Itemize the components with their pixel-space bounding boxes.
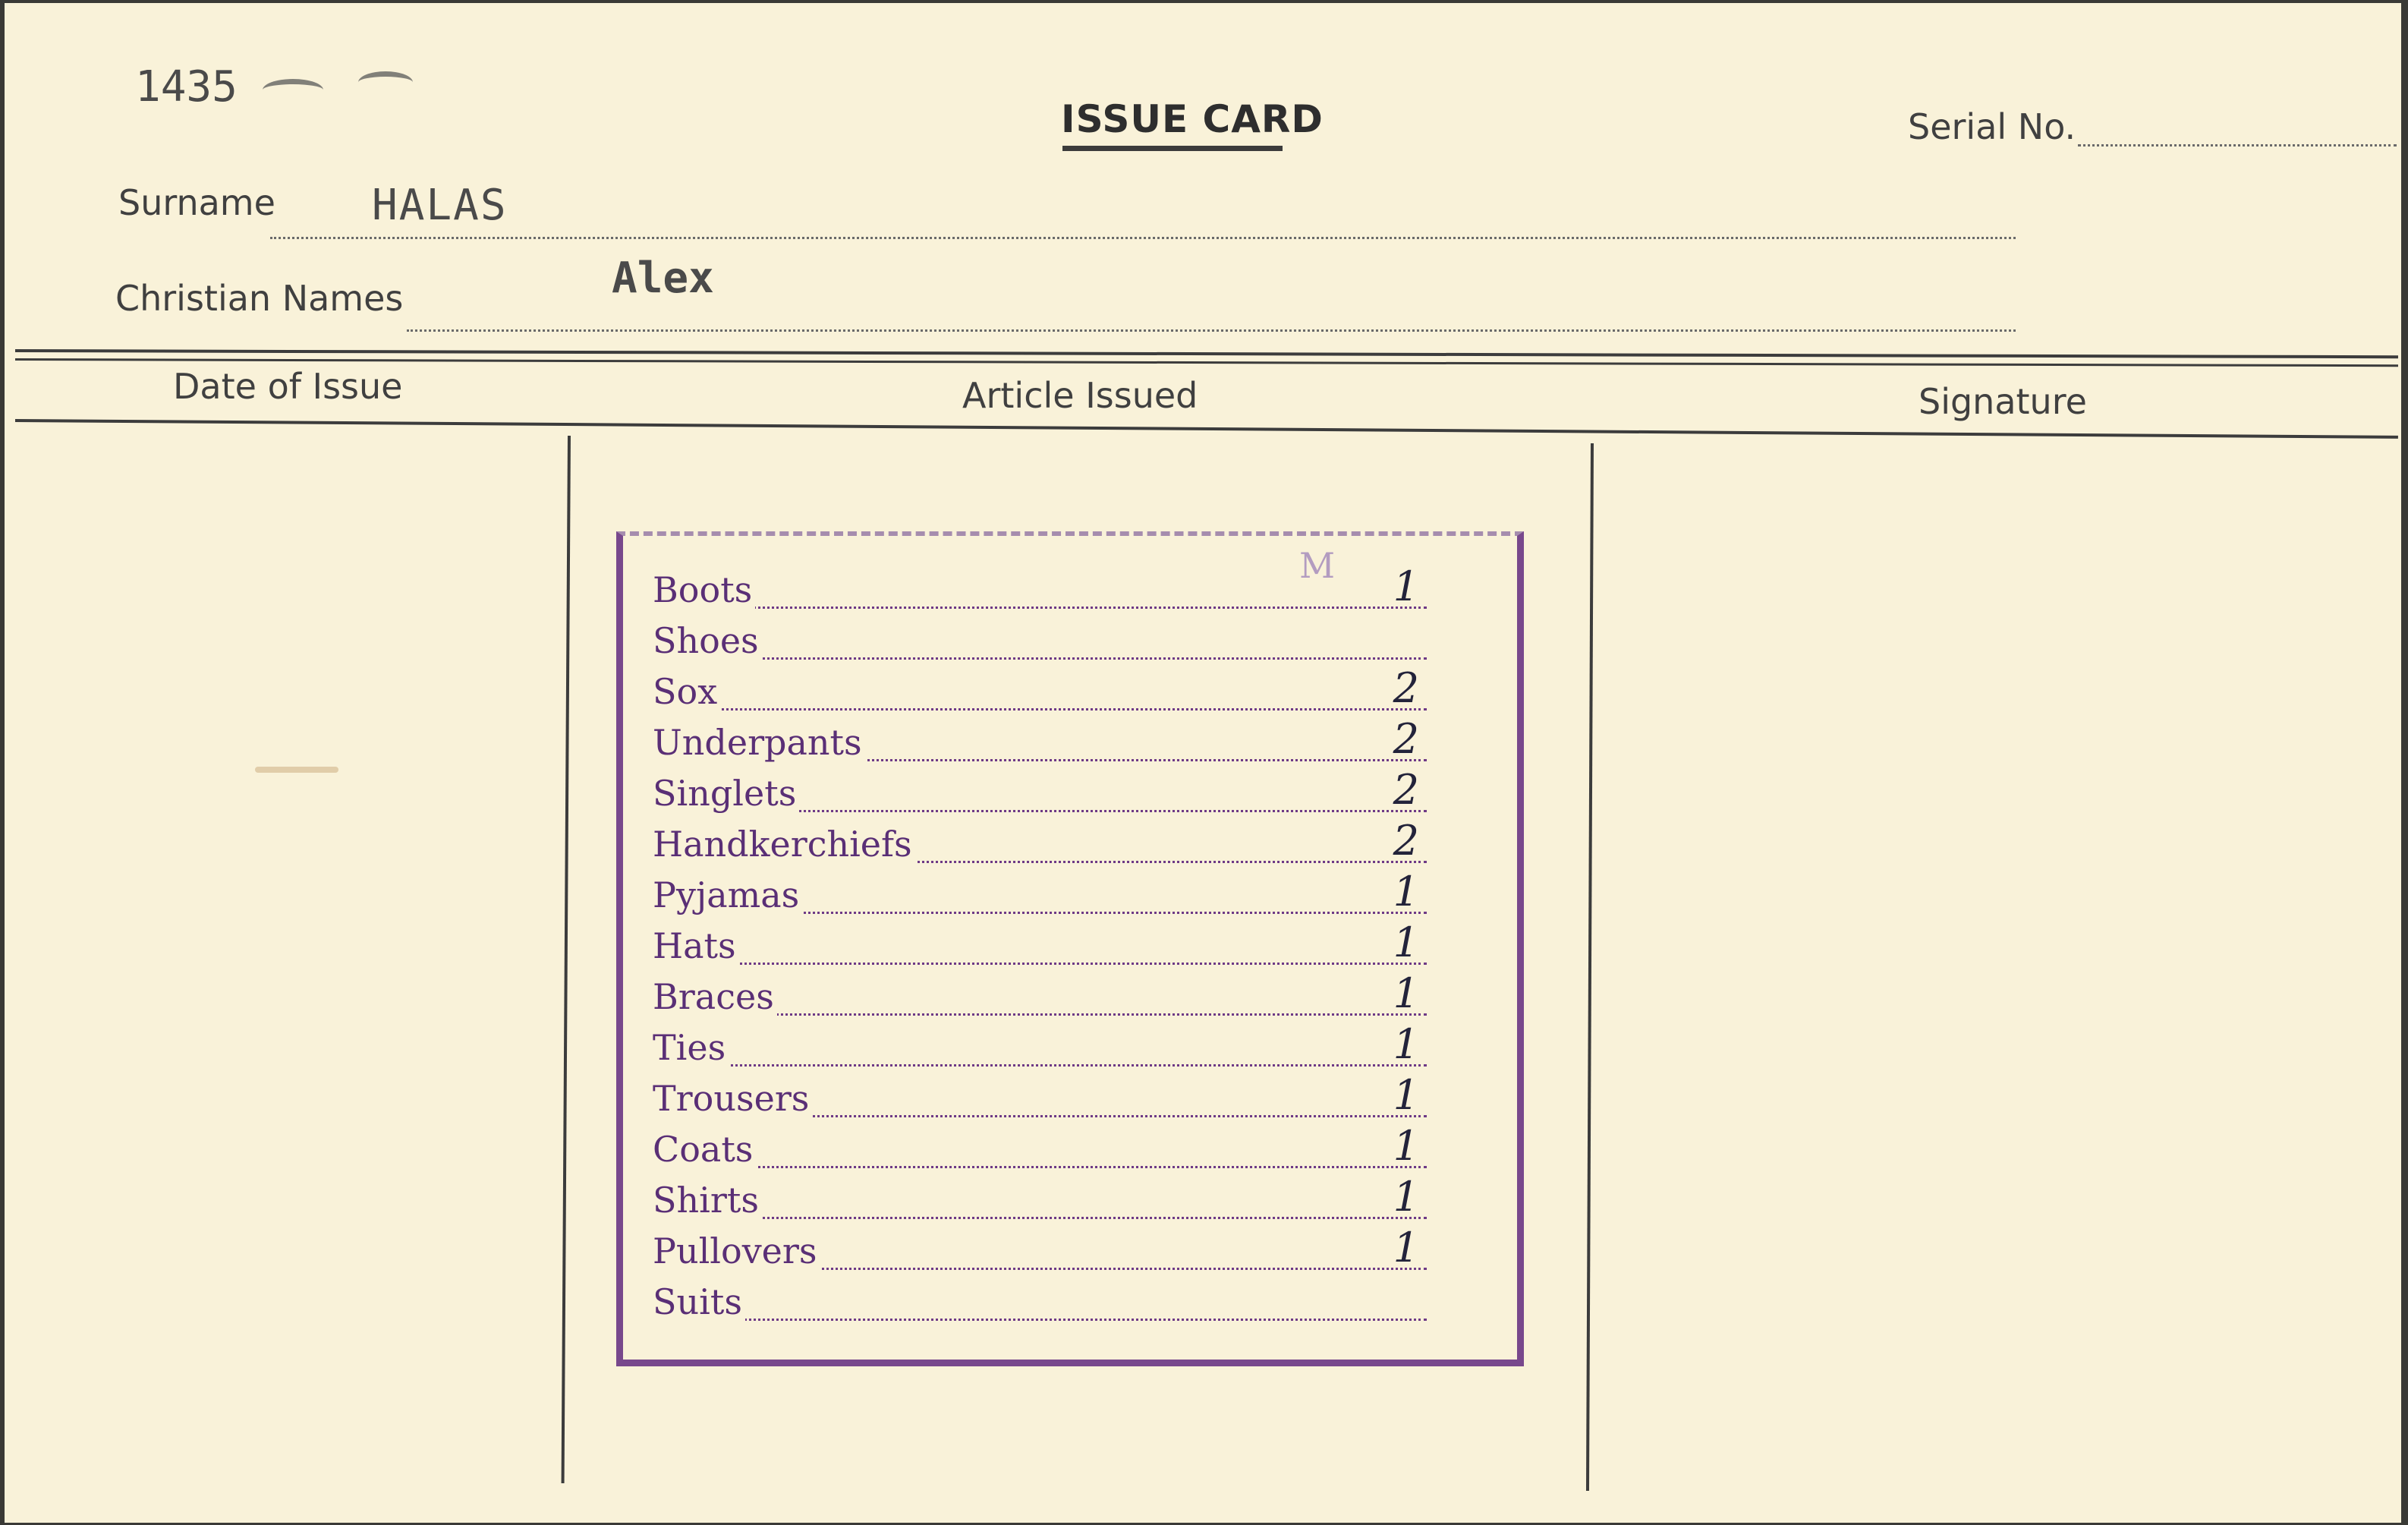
stamp-item-quantity: 1 — [1393, 1224, 1419, 1271]
stamp-item-dotted-line — [653, 657, 1427, 660]
surname-label: Surname — [118, 182, 275, 223]
stamp-item-dotted-line — [653, 708, 1427, 711]
title-underline — [1062, 146, 1283, 151]
stamp-item-quantity: 1 — [1393, 868, 1419, 915]
stamp-item-name: Pyjamas — [653, 874, 802, 915]
stamp-item-name: Braces — [653, 976, 777, 1017]
surname-value: HALAS — [372, 181, 508, 230]
stamp-item-row — [653, 1122, 1427, 1176]
stamp-item-quantity: 1 — [1393, 562, 1419, 610]
stamp-item-quantity: 1 — [1393, 1071, 1419, 1119]
stamp-item-name: Coats — [653, 1129, 756, 1170]
stamp-item-row — [653, 918, 1427, 972]
stamp-item-dotted-line — [653, 1166, 1427, 1168]
stamp-item-name: Shoes — [653, 620, 762, 661]
stamp-item-name: Shirts — [653, 1180, 762, 1221]
stamp-item-dotted-line — [653, 607, 1427, 609]
stamp-item-quantity: 2 — [1393, 766, 1419, 814]
stamp-item-quantity: 2 — [1393, 664, 1419, 712]
stamp-item-name: Trousers — [653, 1078, 812, 1119]
paper-stain — [255, 767, 338, 773]
column-divider-left — [562, 436, 571, 1483]
stamp-item-row — [653, 1071, 1427, 1125]
stamp-item-dotted-line — [653, 1064, 1427, 1067]
column-header-date: Date of Issue — [173, 366, 403, 407]
christian-names-field — [407, 329, 2016, 332]
issue-card — [5, 3, 2401, 1523]
stamp-item-name: Handkerchiefs — [653, 824, 915, 865]
stamp-item-name: Suits — [653, 1281, 745, 1322]
stamp-item-name: Boots — [653, 569, 755, 610]
stamp-item-name: Sox — [653, 671, 720, 712]
clothing-stamp — [616, 531, 1524, 1366]
stamp-item-row — [653, 766, 1427, 820]
surname-field — [270, 237, 2016, 239]
column-header-article: Article Issued — [962, 375, 1198, 416]
stamp-item-row — [653, 664, 1427, 718]
stamp-item-name: Ties — [653, 1027, 729, 1068]
handwritten-mark — [358, 71, 413, 93]
handwritten-mark — [263, 79, 323, 101]
serial-field — [2078, 144, 2397, 147]
stamp-item-quantity: 1 — [1393, 1122, 1419, 1170]
stamp-item-name: Singlets — [653, 773, 799, 814]
size-mark: M — [1299, 545, 1336, 586]
stamp-item-dotted-line — [653, 1319, 1427, 1321]
card-number: 1435 — [135, 62, 238, 112]
stamp-item-name: Pullovers — [653, 1230, 820, 1271]
stamp-item-dotted-line — [653, 1217, 1427, 1219]
stamp-item-row — [653, 619, 1427, 667]
stamp-item-row — [653, 969, 1427, 1023]
stamp-item-row — [653, 1224, 1427, 1278]
stamp-item-row — [653, 715, 1427, 769]
stamp-item-quantity: 1 — [1393, 1020, 1419, 1068]
column-header-signature: Signature — [1919, 381, 2087, 422]
serial-label: Serial No. — [1908, 106, 2076, 147]
stamp-item-name: Underpants — [653, 722, 865, 763]
stamp-item-quantity: 1 — [1393, 918, 1419, 966]
stamp-item-dotted-line — [653, 963, 1427, 965]
header-rule-top — [15, 349, 2398, 358]
stamp-item-row — [653, 868, 1427, 922]
stamp-item-row — [653, 1020, 1427, 1074]
stamp-item-row — [653, 1173, 1427, 1227]
christian-names-label: Christian Names — [115, 278, 404, 319]
stamp-item-row — [653, 817, 1427, 871]
stamp-item-quantity: 2 — [1393, 817, 1419, 865]
stamp-item-row — [653, 562, 1427, 616]
column-divider-right — [1586, 443, 1594, 1491]
stamp-item-row — [653, 1280, 1427, 1328]
card-title: ISSUE CARD — [1061, 97, 1324, 141]
stamp-item-quantity: 1 — [1393, 969, 1419, 1017]
christian-names-value: Alex — [612, 254, 714, 303]
stamp-item-quantity: 2 — [1393, 715, 1419, 763]
stamp-item-name: Hats — [653, 925, 739, 966]
stamp-item-quantity: 1 — [1393, 1173, 1419, 1221]
